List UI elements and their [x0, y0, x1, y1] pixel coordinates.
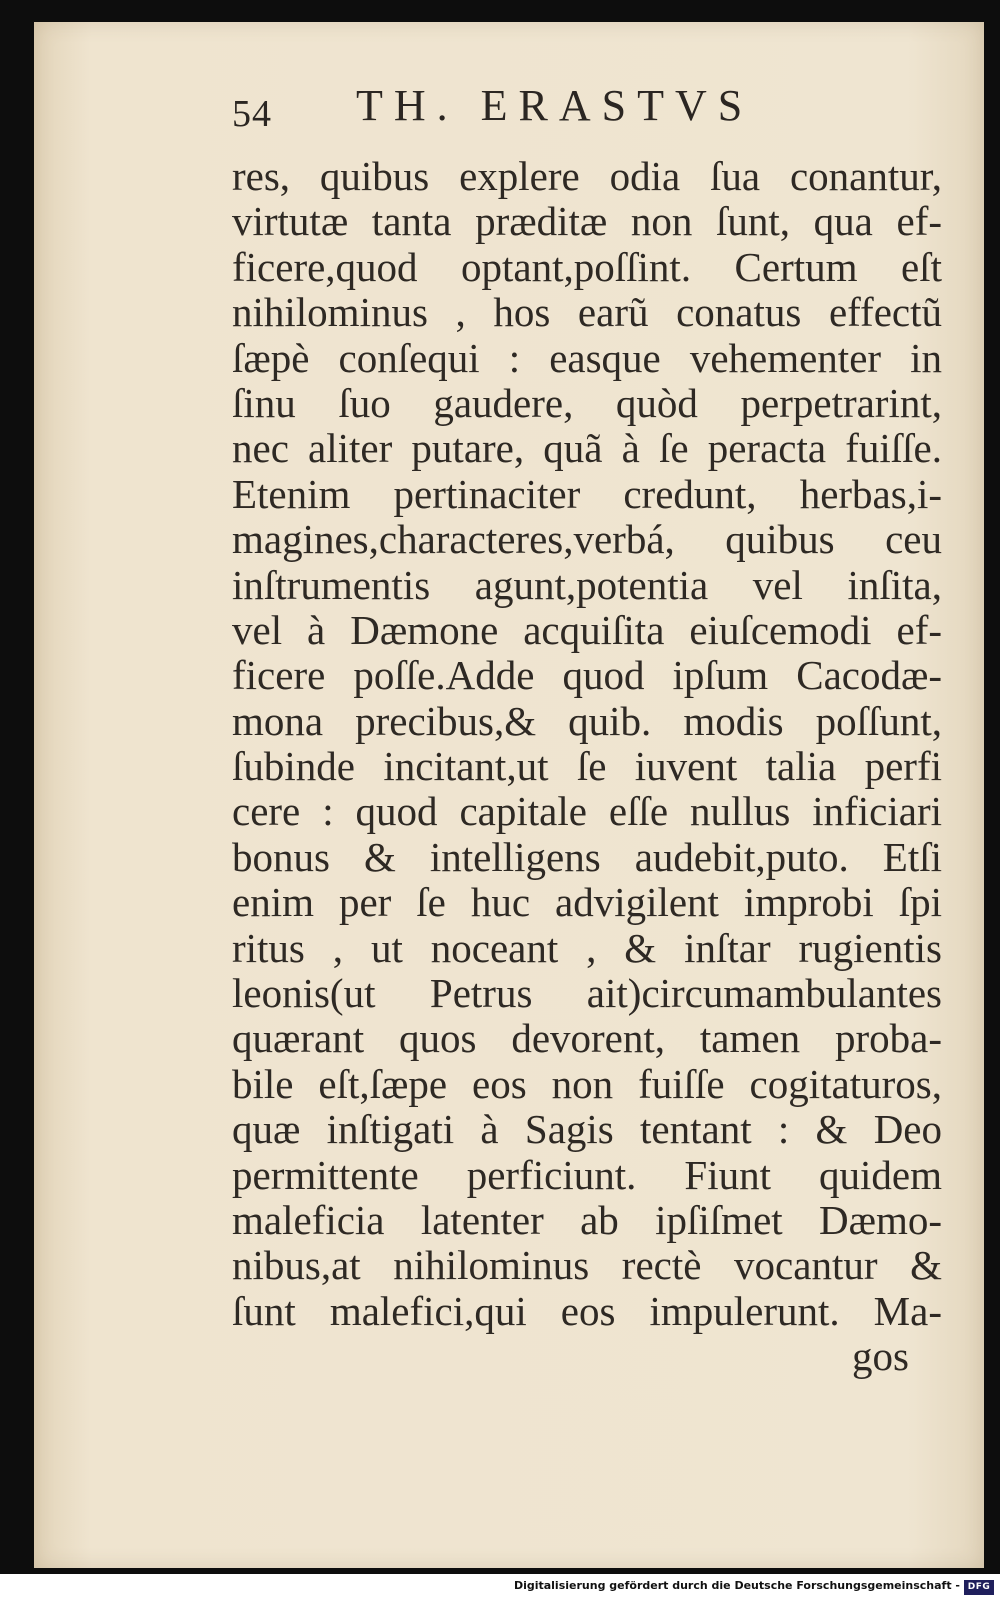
running-head: [232, 78, 822, 138]
text-line: permittente perficiunt. Fiunt quidem: [232, 1151, 942, 1198]
text-line: bonus & intelligens audebit,puto. Etſi: [232, 833, 942, 880]
page-number: 54: [232, 93, 272, 135]
running-title: TH. ERASTVS: [356, 81, 754, 130]
text-line: nec aliter putare, quã à ſe peracta fuiſſe.: [232, 425, 942, 472]
text-line: ſubinde incitant,ut ſe iuvent talia perfi: [232, 743, 942, 790]
text-line: bile eſt,ſæpe eos non fuiſſe cogitaturos,: [232, 1060, 942, 1107]
text-line: maleficia latenter ab ipſiſmet Dæmo-: [232, 1196, 942, 1243]
body-text: [232, 154, 942, 1334]
text-line: inſtrumentis agunt,potentia vel inſita,: [232, 561, 942, 608]
dfg-logo: DFG: [964, 1580, 994, 1595]
text-line: ſæpè conſequi : easque vehementer in: [232, 334, 942, 381]
text-line: ficere poſſe.Adde quod ipſum Cacodæ-: [232, 652, 942, 699]
text-line: ritus , ut noceant , & inſtar rugientis: [232, 924, 942, 971]
text-line: nibus,at nihilominus rectè vocantur &: [232, 1242, 942, 1289]
text-line: cere : quod capitale eſſe nullus inficiari: [232, 788, 942, 835]
text-line: quærant quos devorent, tamen proba-: [232, 1015, 942, 1062]
funding-credit: Digitalisierung gefördert durch die Deutsche Forschungsgemeinschaft -: [513, 1579, 960, 1592]
text-line: ſinu ſuo gaudere, quòd perpetrarint,: [232, 379, 942, 426]
text-line: quæ inſtigati à Sagis tentant : & Deo: [232, 1106, 942, 1153]
text-line: leonis(ut Petrus ait)circumambulantes: [232, 970, 942, 1017]
text-line: virtutæ tanta præditæ non ſunt, qua ef-: [232, 198, 942, 245]
footer-bar: [0, 1576, 1000, 1601]
text-line: mona precibus,& quib. modis poſſunt,: [232, 697, 942, 744]
text-line: Etenim pertinaciter credunt, herbas,i-: [232, 470, 942, 517]
text-line: ficere,quod optant,poſſint. Certum eſt: [232, 243, 942, 290]
text-line: nihilominus , hos earũ conatus effectũ: [232, 289, 942, 336]
catchword: gos: [852, 1333, 909, 1379]
text-line: enim per ſe huc advigilent improbi ſpi: [232, 879, 942, 926]
text-line: magines,characteres,verbá, quibus ceu: [232, 516, 942, 563]
text-line: res, quibus explere odia ſua conantur,: [232, 153, 942, 199]
text-line: ſunt malefici,qui eos impulerunt. Ma-: [232, 1287, 942, 1334]
text-line: vel à Dæmone acquiſita eiuſcemodi ef-: [232, 606, 942, 653]
